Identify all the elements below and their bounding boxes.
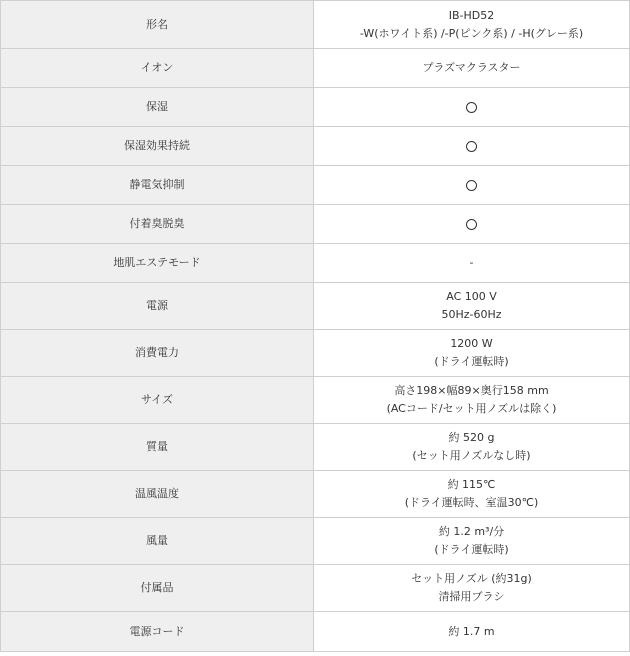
table-row xyxy=(1,283,630,330)
row-label: 付着臭脱臭 xyxy=(1,205,314,244)
value-line: 清掃用ブラシ xyxy=(438,590,505,603)
value-line: 約 1.7 m xyxy=(448,624,495,638)
circle-icon xyxy=(466,141,477,152)
row-label: 形名 xyxy=(1,1,314,49)
row-label: 保湿 xyxy=(1,88,314,127)
row-value xyxy=(314,166,630,205)
table-row xyxy=(1,244,630,283)
table-row xyxy=(1,1,630,49)
row-value xyxy=(314,518,630,565)
row-label: イオン xyxy=(1,49,314,88)
row-value xyxy=(314,127,630,166)
value-line: IB-HD52 xyxy=(448,8,495,22)
table-row xyxy=(1,377,630,424)
row-value xyxy=(314,1,630,49)
table-row xyxy=(1,612,630,652)
row-label: サイズ xyxy=(1,377,314,424)
row-label: 保湿効果持続 xyxy=(1,127,314,166)
circle-icon xyxy=(466,180,477,191)
value-line: セット用ノズル (約31g) xyxy=(411,572,532,585)
value-line: 約 115℃ xyxy=(447,478,496,491)
table-row xyxy=(1,565,630,612)
value-line: 約 520 g xyxy=(448,431,495,444)
row-label: 温風温度 xyxy=(1,471,314,518)
table-row xyxy=(1,166,630,205)
row-value xyxy=(314,424,630,471)
row-label: 消費電力 xyxy=(1,330,314,377)
row-label: 質量 xyxy=(1,424,314,471)
value-line: - xyxy=(469,256,474,269)
circle-icon xyxy=(466,219,477,230)
table-row xyxy=(1,127,630,166)
value-line: 高さ198×幅89×奥行158 mm xyxy=(394,384,549,397)
table-row xyxy=(1,330,630,377)
row-label: 静電気抑制 xyxy=(1,166,314,205)
table-row xyxy=(1,518,630,565)
value-line: (ACコード/セット用ノズルは除く) xyxy=(386,402,557,415)
table-row xyxy=(1,49,630,88)
row-value xyxy=(314,283,630,330)
row-label: 風量 xyxy=(1,518,314,565)
spec-table-body xyxy=(1,1,630,652)
value-line: (ドライ運転時、室温30℃) xyxy=(404,496,539,509)
row-label: 地肌エステモード xyxy=(1,244,314,283)
value-line: (セット用ノズルなし時) xyxy=(412,449,531,462)
table-row xyxy=(1,205,630,244)
row-label: 電源コード xyxy=(1,612,314,652)
row-label: 電源 xyxy=(1,283,314,330)
row-value xyxy=(314,88,630,127)
value-line: (ドライ運転時) xyxy=(434,355,509,368)
table-row xyxy=(1,424,630,471)
value-line: 1200 W xyxy=(450,337,493,350)
table-row xyxy=(1,471,630,518)
row-value xyxy=(314,205,630,244)
row-value xyxy=(314,330,630,377)
row-value xyxy=(314,244,630,283)
value-line: AC 100 V xyxy=(446,290,497,303)
row-value xyxy=(314,471,630,518)
table-row xyxy=(1,88,630,127)
row-value xyxy=(314,565,630,612)
row-value xyxy=(314,49,630,88)
row-value xyxy=(314,377,630,424)
value-line: -W(ホワイト系) /-P(ピンク系) / -H(グレー系) xyxy=(359,26,584,40)
value-line: プラズマクラスター xyxy=(422,61,521,74)
value-line: (ドライ運転時) xyxy=(434,543,509,556)
value-line: 約 1.2 m³/分 xyxy=(438,525,505,538)
circle-icon xyxy=(466,102,477,113)
row-label: 付属品 xyxy=(1,565,314,612)
value-line: 50Hz-60Hz xyxy=(441,308,502,321)
row-value xyxy=(314,612,630,652)
